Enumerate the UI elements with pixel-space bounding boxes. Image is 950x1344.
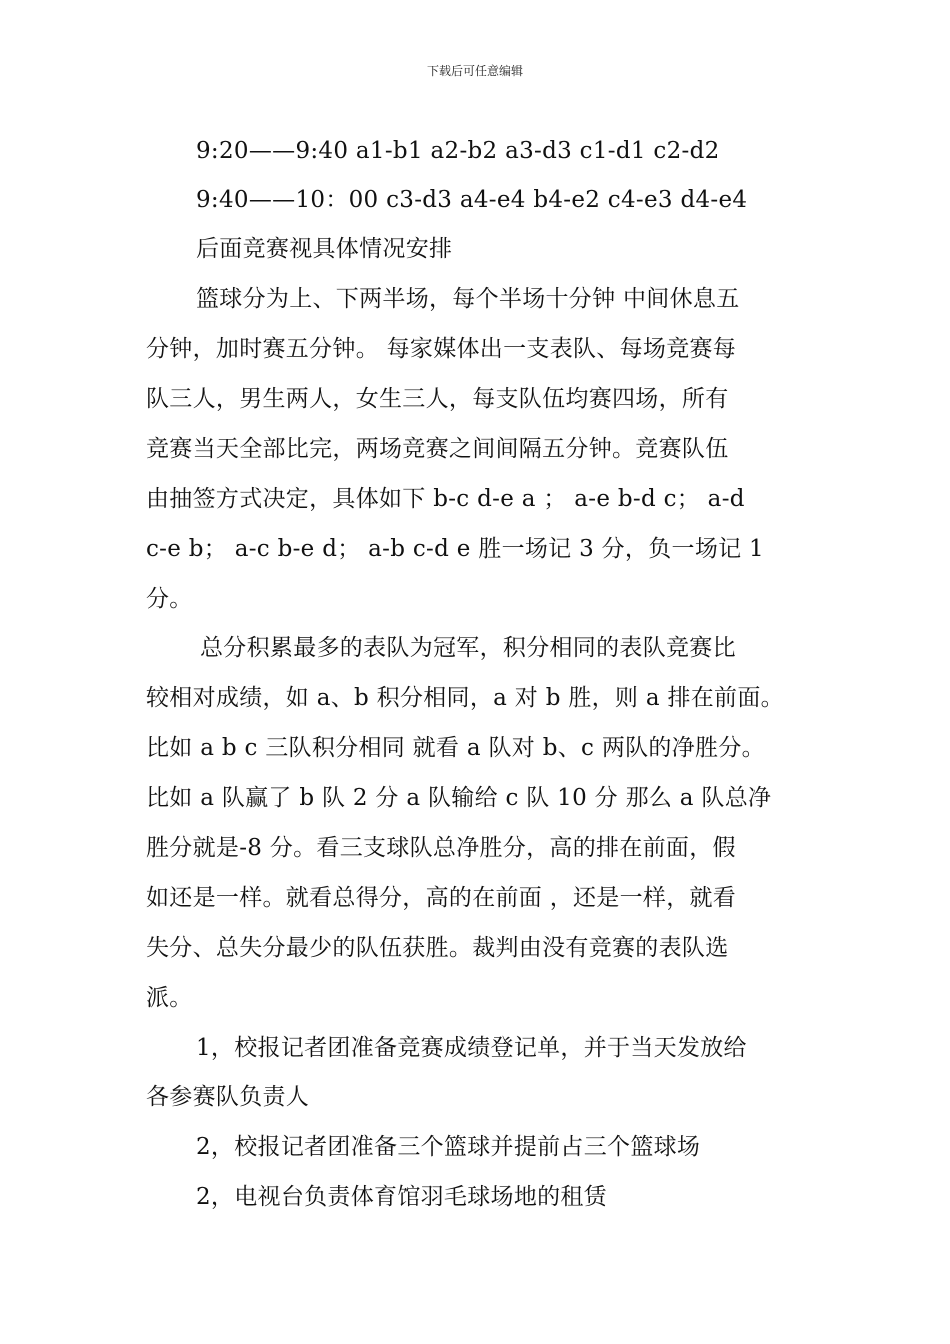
schedule-line-1: 9:20——9:40 a1-b1 a2-b2 a3-d3 c1-d1 c2-d2 <box>196 138 720 164</box>
paragraph-line: 比如 a b c 三队积分相同 就看 a 队对 b、c 两队的净胜分。 <box>146 735 765 761</box>
paragraph-line: 比如 a 队赢了 b 队 2 分 a 队输给 c 队 10 分 那么 a 队总净 <box>146 785 772 811</box>
paragraph-line: 如还是一样。就看总得分，高的在前面 ，还是一样，就看 <box>146 885 737 911</box>
paragraph-line: 队三人，男生两人，女生三人，每支队伍均赛四场，所有 <box>146 386 729 412</box>
paragraph-line: c-e b； a-c b-e d； a-b c-d e 胜一场记 3 分，负一场记 1 <box>146 536 764 562</box>
paragraph-line: 失分、总失分最少的队伍获胜。裁判由没有竞赛的表队选 <box>146 935 729 961</box>
paragraph-line: 分。 <box>146 586 193 612</box>
task-item-1: 1，校报记者团准备竞赛成绩登记单，并于当天发放给 <box>196 1035 747 1061</box>
task-item-1-continued: 各参赛队负责人 <box>146 1084 310 1110</box>
paragraph-line: 篮球分为上、下两半场，每个半场十分钟 中间休息五 <box>196 286 740 312</box>
task-item-2: 2，校报记者团准备三个篮球并提前占三个篮球场 <box>196 1134 701 1160</box>
paragraph-line: 竞赛当天全部比完，两场竞赛之间间隔五分钟。竞赛队伍 <box>146 436 729 462</box>
paragraph-line: 总分积累最多的表队为冠军，积分相同的表队竞赛比 <box>200 635 736 661</box>
paragraph-line: 胜分就是-8 分。看三支球队总净胜分，高的排在前面，假 <box>146 835 736 861</box>
paragraph-line: 分钟，加时赛五分钟。 每家媒体出一支表队、每场竞赛每 <box>146 336 737 362</box>
paragraph-line: 由抽签方式决定，具体如下 b-c d-e a ； a-e b-d c； a-d <box>146 486 745 512</box>
paragraph-line: 派。 <box>146 985 193 1011</box>
paragraph-line: 较相对成绩，如 a、b 积分相同，a 对 b 胜，则 a 排在前面。 <box>146 685 784 711</box>
schedule-line-2: 9:40——10：00 c3-d3 a4-e4 b4-e2 c4-e3 d4-e4 <box>196 187 748 213</box>
task-item-3: 2，电视台负责体育馆羽毛球场地的租赁 <box>196 1184 608 1210</box>
page-header-note: 下载后可任意编辑 <box>426 64 523 78</box>
schedule-note: 后面竞赛视具体情况安排 <box>196 236 453 262</box>
